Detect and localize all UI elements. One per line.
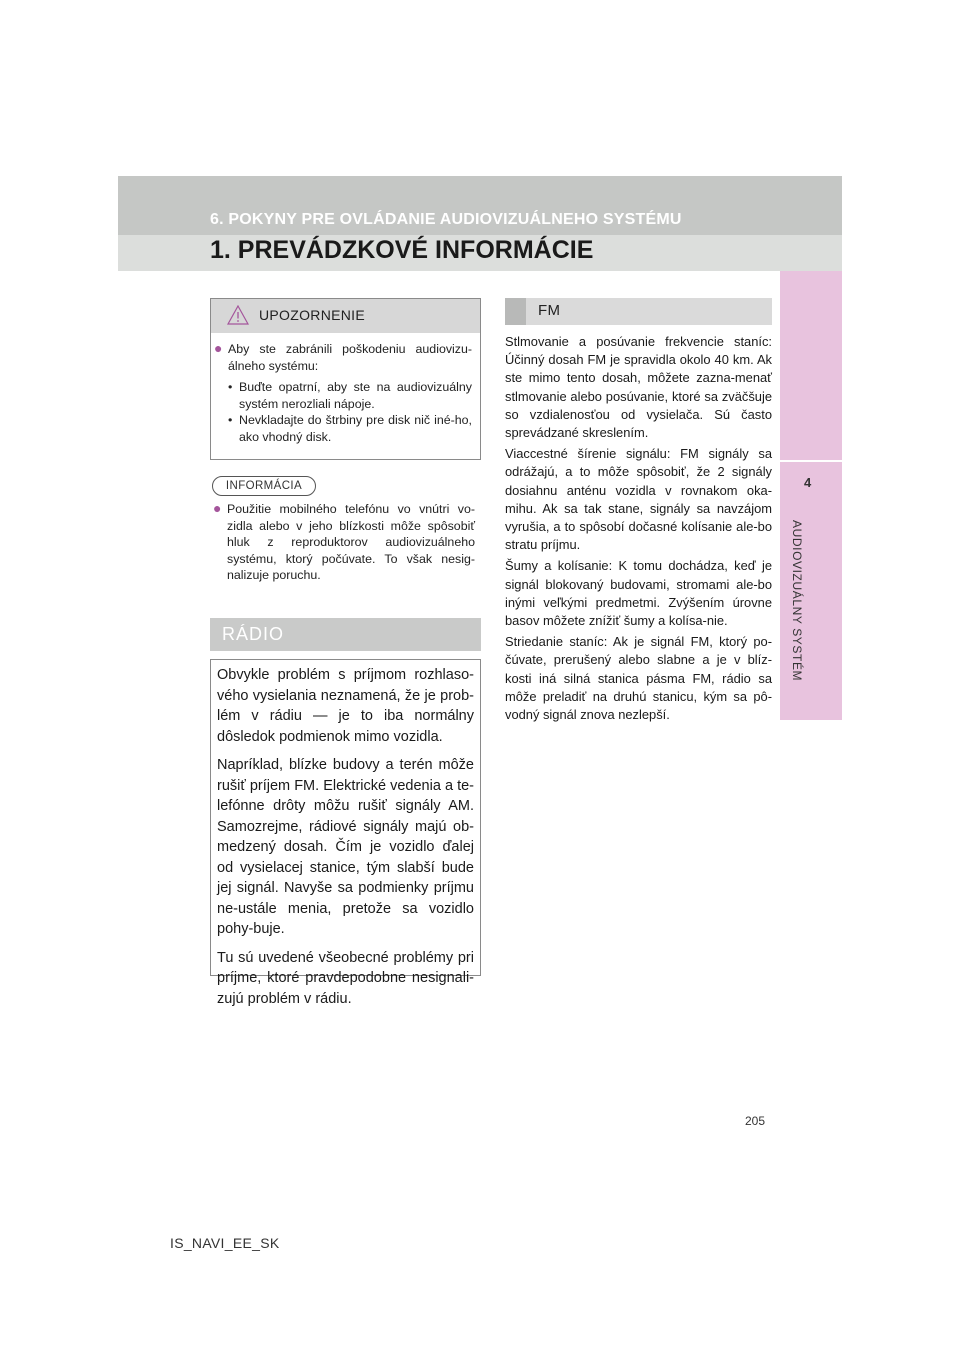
radio-heading-bar — [210, 618, 481, 651]
document-code: IS_NAVI_EE_SK — [170, 1235, 280, 1251]
caution-subitem — [228, 379, 472, 412]
side-tab-upper — [780, 271, 842, 460]
caution-bullet — [214, 341, 472, 374]
radio-paragraph: Tu sú uvedené všeobecné problémy pri príjme, ktoré pravdepodobne nesignali-zujú problém v rádiu. — [217, 949, 474, 1007]
page-number: 205 — [745, 1114, 766, 1128]
warning-triangle-icon — [227, 305, 249, 325]
fm-heading: FM — [538, 302, 561, 319]
caution-title: UPOZORNENIE — [259, 307, 365, 323]
chapter-label: AUDIOVIZUÁLNY SYSTÉM — [790, 520, 804, 682]
caution-subitem-text: Buďte opatrní, aby ste na audiovizuálny systém nerozliali nápoje. — [239, 380, 472, 411]
caution-subitem-mark: • — [228, 413, 233, 427]
info-bullet — [213, 501, 475, 584]
bullet-dot-icon: ● — [214, 340, 223, 356]
caution-subitem — [228, 412, 472, 445]
info-badge: INFORMÁCIA — [212, 476, 316, 496]
section-label: 6. POKYNY PRE OVLÁDANIE AUDIOVIZUÁLNEHO SYSTÉMU — [210, 211, 682, 228]
page-title: 1. PREVÁDZKOVÉ INFORMÁCIE — [210, 236, 594, 264]
chapter-number: 4 — [804, 475, 812, 490]
caution-subitem-mark: • — [228, 380, 233, 394]
radio-paragraph: Obvykle problém s príjmom rozhlaso-vého vysielania neznamená, že je prob-lém v rádiu — je to iba normálny dôsledok podmienok mimo vozidla. — [217, 667, 474, 745]
fm-paragraph: Striedanie staníc: Ak je signál FM, ktorý po-čúvate, prerušený alebo slabne a je v blíz-kosti iná silná stanica pásma FM, rádio sa môže preladiť na druhú stanicu, kým sa pô-vodný signál znova nezlepší. — [505, 634, 772, 723]
caution-box — [210, 298, 481, 460]
fm-text — [505, 333, 772, 727]
radio-box — [210, 659, 481, 1007]
caution-bullet-text: Aby ste zabránili poškodeniu audiovizu-álneho systému: — [228, 342, 472, 373]
fm-heading-stripe — [505, 298, 526, 325]
fm-paragraph: Viaccestné šírenie signálu: FM signály sa odrážajú, a to môže spôsobiť, že 2 signály dosiahnu anténu vozidla v rovnakom oka-mihu. Ak sa tak stane, signály sa navzájom vyrušia, a to spôsobí dočasné kolísanie ale-bo stratu príjmu. — [505, 446, 772, 553]
radio-heading: RÁDIO — [222, 624, 285, 644]
info-bullet-text: Použitie mobilného telefónu vo vnútri vo-zidla alebo v jeho blízkosti môže spôsobiť hluk z reproduktorov audiovizuálneho systému, ktorý počúvate. To však nesig-nalizuje poruchu. — [227, 502, 475, 582]
caution-header — [211, 299, 480, 333]
radio-paragraph: Napríklad, blízke budovy a terén môže rušiť príjem FM. Elektrické vedenia a te-lefónne drôty môžu rušiť signály AM. Samozrejme, rádiové signály majú ob-medzený dosah. Čím je vozidlo ďalej od vysielacej stanice, tým slabší bude jej signál. Navyše sa podmienky príjmu ne-ustále menia, pretože sa vozidlo pohy-buje. — [217, 757, 474, 937]
fm-heading-bar — [505, 298, 772, 325]
caution-subitem-text: Nevkladajte do štrbiny pre disk nič iné-ho, ako vhodný disk. — [239, 413, 472, 444]
fm-paragraph: Šumy a kolísanie: K tomu dochádza, keď je signál blokovaný budovami, stromami ale-bo inými veľkými predmetmi. Zvýšením úrovne basov môžete znížiť šumy a kolísa-nie. — [505, 558, 772, 629]
fm-paragraph: Stlmovanie a posúvanie frekvencie staníc: Účinný dosah FM je spravidla okolo 40 km. Ak ste mimo tento dosah, môžete zazna-menať stlmovanie alebo posúvanie, ktoré sa zväčšuje so vzdialenosťou od vysielača. Sú často sprevádzané skreslením. — [505, 334, 772, 441]
bullet-dot-icon: ● — [213, 500, 222, 516]
